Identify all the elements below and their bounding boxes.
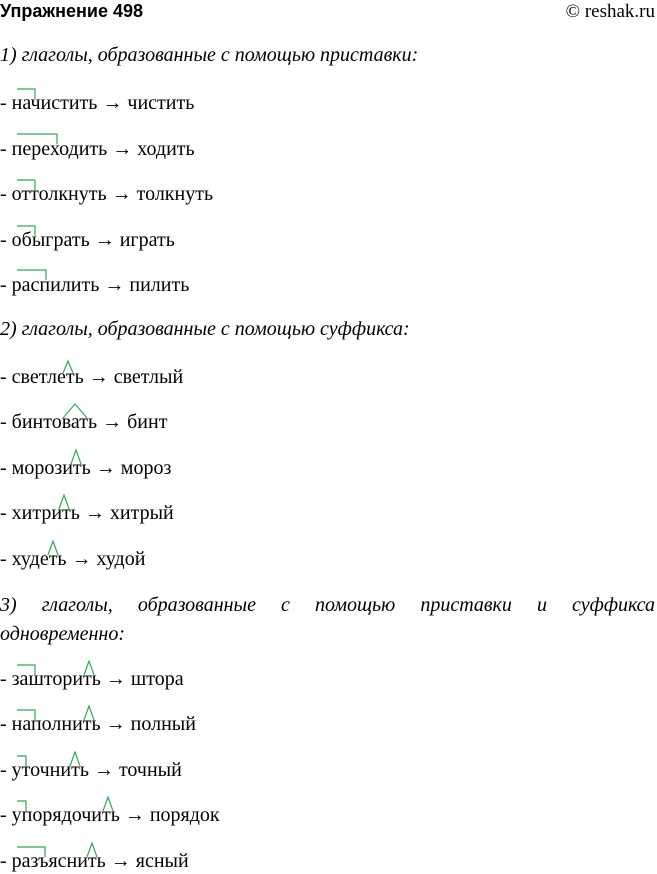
section-3-item-5: - разъяснить → ясный <box>0 850 189 872</box>
section-3-heading-line-2: одновременно: <box>0 623 125 645</box>
section-2-item-3: - морозить → мороз <box>0 457 172 479</box>
section-1-item-2: - переходить → ходить <box>0 138 195 160</box>
section-1-item-5: - распилить → пилить <box>0 274 190 296</box>
exercise-title: Упражнение 498 <box>0 1 144 21</box>
section-3-item-4: - упорядочить → порядок <box>0 804 220 826</box>
section-2-item-1: - светлеть → светлый <box>0 366 184 388</box>
section-1-item-4: - обыграть → играть <box>0 229 175 251</box>
section-1-item-1: - начистить → чистить <box>0 92 195 114</box>
section-2-item-4: - хитрить → хитрый <box>0 502 174 524</box>
section-1-item-3: - оттолкнуть → толкнуть <box>0 183 214 205</box>
section-3-heading-line-1: 3) глаголы, образованные с помощью приставки и суффикса <box>0 594 655 616</box>
section-2-item-5: - худеть → худой <box>0 548 146 570</box>
section-2-item-2: - бинтовать → бинт <box>0 411 168 433</box>
section-2-heading: 2) глаголы, образованные с помощью суффикса: <box>0 318 410 340</box>
section-3-item-3: - уточнить → точный <box>0 759 182 781</box>
site-credit: © reshak.ru <box>565 1 655 22</box>
section-1-heading: 1) глаголы, образованные с помощью приставки: <box>0 44 419 66</box>
section-3-item-2: - наполнить → полный <box>0 713 196 735</box>
page-header <box>0 0 657 26</box>
section-3-item-1: - зашторить → штора <box>0 668 184 690</box>
